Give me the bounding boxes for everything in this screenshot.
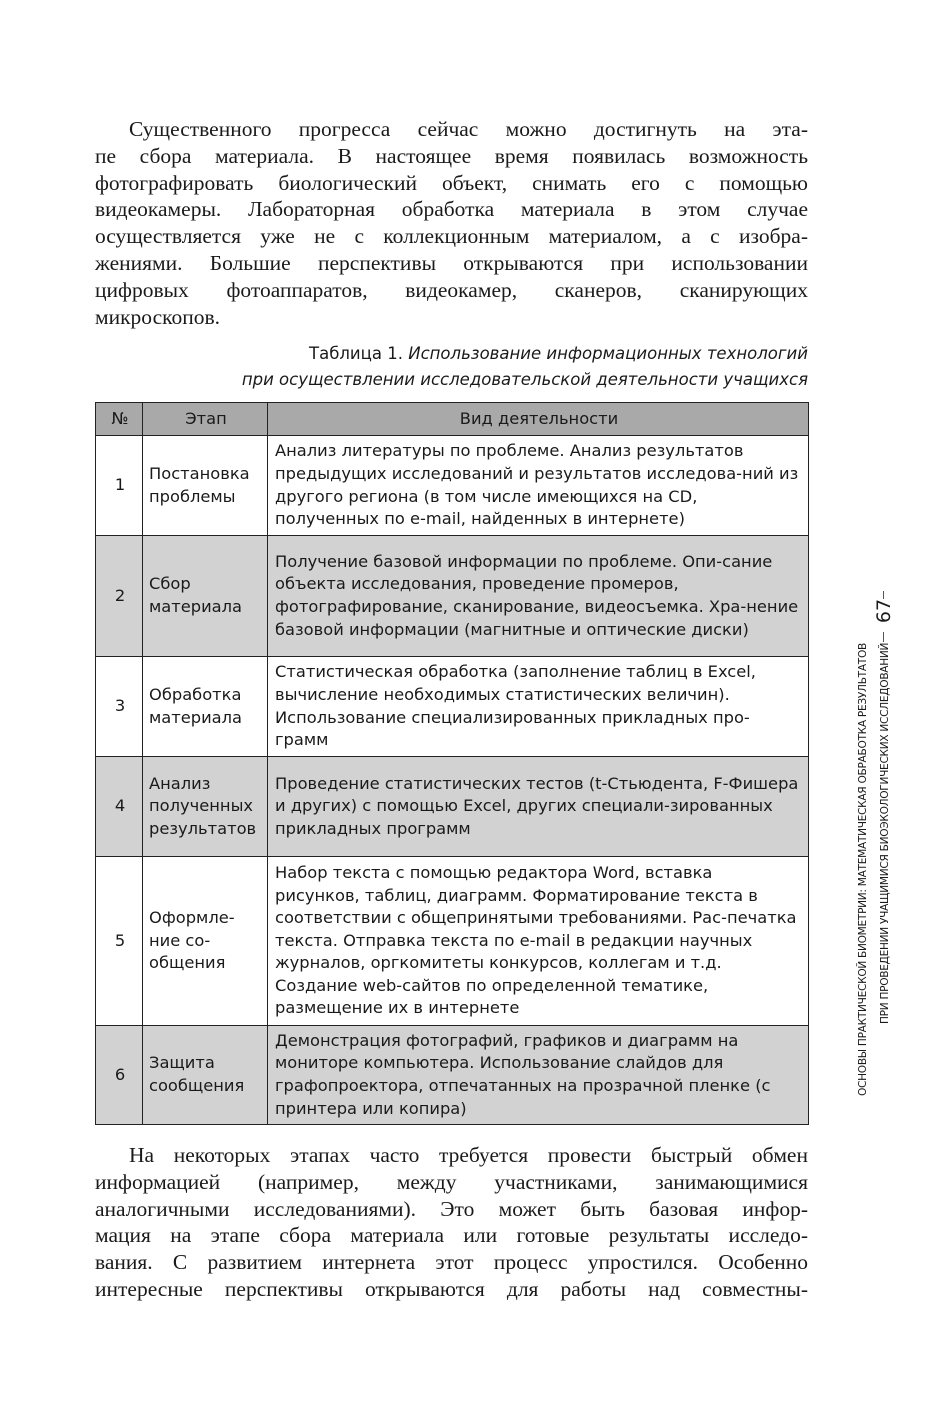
header-stage: Этап [143, 403, 268, 436]
row-activity: Получение базовой информации по проблеме. Опи-сание объекта исследования, проведение промеров, фотографирование, сканирование, видеосъемка. Хра-нение базовой информации (магнитные и оптические диски) [268, 536, 809, 657]
table-header-row [96, 403, 809, 436]
row-number: 1 [96, 436, 143, 536]
row-activity: Набор текста с помощью редактора Word, вставка рисунков, таблиц, диаграмм. Форматирование текста в соответствии с общепринятыми требованиями. Рас-печатка текста. Отправка текста по e-mail в редакции научных журналов, оргкомитеты конкурсов, коллегам и т.д. Создание web-сайтов по определенной тематике, размещение их в интернете [268, 857, 809, 1026]
row-number: 6 [96, 1026, 143, 1125]
running-title-line1: ОСНОВЫ ПРАКТИЧЕСКОЙ БИОМЕТРИИ: МАТЕМАТИЧЕСКАЯ ОБРАБОТКА РЕЗУЛЬТАТОВ [857, 643, 869, 1096]
table-caption-title-line1: Использование информационных технологий [408, 344, 808, 363]
divider [883, 632, 884, 642]
row-activity: Проведение статистических тестов (t-Стьюдента, F-Фишера и других) с помощью Excel, других специали-зированных прикладных программ [268, 757, 809, 857]
row-number: 5 [96, 857, 143, 1026]
table-row [96, 1026, 809, 1125]
text-line: осуществляется уже не с коллекционным материалом, а с изобра- [95, 224, 808, 249]
activities-table [95, 402, 809, 1125]
text-line: интересные перспективы открываются для работы над совместны- [95, 1276, 808, 1301]
text-line: пе сбора материала. В настоящее время появилась возможность [95, 143, 808, 168]
table-row [96, 536, 809, 657]
running-header-sidebar [852, 588, 912, 1113]
table-row [96, 857, 809, 1026]
row-stage: Постановка проблемы [143, 436, 268, 536]
row-stage: Обработка материала [143, 657, 268, 757]
text-line: информацией (например, между участниками, занимающимися [95, 1169, 808, 1194]
text-line: цифровых фотоаппаратов, видеокамер, сканеров, сканирующих [95, 277, 808, 302]
table-caption [242, 341, 808, 393]
row-stage: Анализ полученных результатов [143, 757, 268, 857]
text-line: мация на этапе сбора материала или готовые результаты исследо- [95, 1223, 808, 1248]
text-line: фотографировать биологический объект, снимать его с помощью [95, 170, 808, 195]
text-line: вания. С развитием интернета этот процесс упростился. Особенно [95, 1250, 808, 1275]
divider [883, 591, 884, 599]
text-line: видеокамеры. Лабораторная обработка материала в этом случае [95, 197, 808, 222]
page-number: 67 [873, 598, 896, 624]
table-row [96, 757, 809, 857]
text-line: На некоторых этапах часто требуется провести быстрый обмен [129, 1143, 808, 1167]
row-number: 4 [96, 757, 143, 857]
table-row [96, 657, 809, 757]
row-activity: Статистическая обработка (заполнение таблиц в Excel, вычисление необходимых статистических величин). Использование специализированных прикладных про-грамм [268, 657, 809, 757]
row-number: 2 [96, 536, 143, 657]
row-stage: Сбор материала [143, 536, 268, 657]
paragraph-intro [95, 116, 808, 330]
header-activity: Вид деятельности [268, 403, 809, 436]
running-title [852, 643, 896, 1113]
row-stage: Оформле-ние со-общения [143, 857, 268, 1026]
row-activity: Анализ литературы по проблеме. Анализ результатов предыдущих исследований и результатов исследова-ний из другого региона (в том числе имеющихся на CD, полученных по e-mail, найденных в интернете) [268, 436, 809, 536]
running-title-line2: ПРИ ПРОВЕДЕНИИ УЧАЩИМИСЯ БИОЭКОЛОГИЧЕСКИХ ИССЛЕДОВАНИЙ [879, 643, 891, 1025]
table-caption-title-line2: при осуществлении исследовательской деятельности учащихся [241, 370, 808, 389]
text-line: микроскопов. [95, 304, 221, 329]
text-line: аналогичными исследованиями). Это может быть базовая инфор- [95, 1196, 808, 1221]
text-line: Существенного прогресса сейчас можно достигнуть на эта- [129, 117, 808, 141]
table-caption-label: Таблица 1. [309, 344, 403, 363]
row-number: 3 [96, 657, 143, 757]
row-activity: Демонстрация фотографий, графиков и диаграмм на мониторе компьютера. Использование слайдов для графопроектора, отпечатанных на прозрачной пленке (с принтера или копира) [268, 1026, 809, 1125]
text-line: жениями. Большие перспективы открываются при использовании [95, 250, 808, 275]
table-row [96, 436, 809, 536]
paragraph-continuation [95, 1142, 808, 1303]
header-number: № [96, 403, 143, 436]
row-stage: Защита сообщения [143, 1026, 268, 1125]
